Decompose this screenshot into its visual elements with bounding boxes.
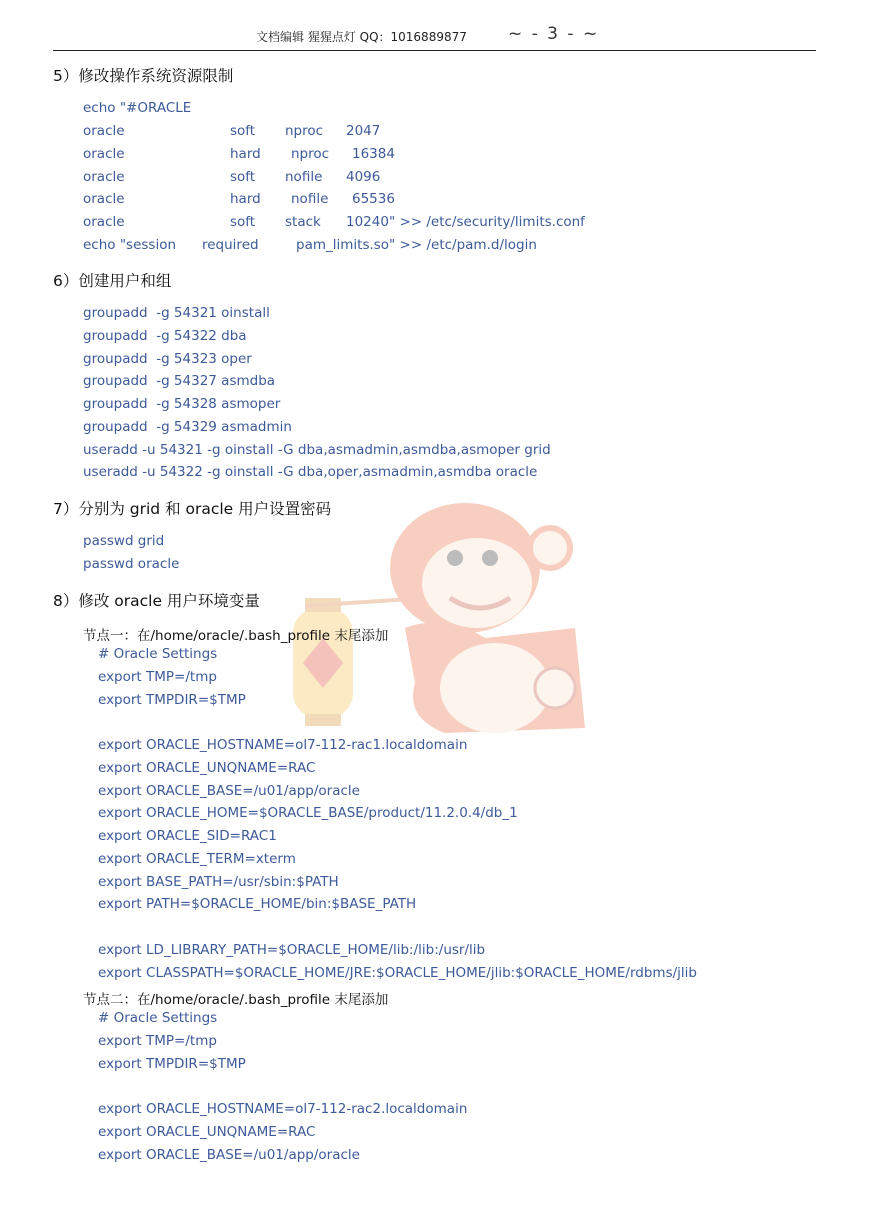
limits-type: hard [230, 145, 261, 162]
limits-value: 65536 [352, 191, 395, 208]
header-author: 文档编辑 猩猩点灯 QQ：1016889877 [256, 30, 467, 44]
pam-echo: echo "session [83, 237, 177, 253]
limits-type: soft [230, 123, 256, 139]
limits-user: oracle [83, 214, 125, 231]
env-line: export ORACLE_BASE=/u01/app/oracle [98, 782, 360, 799]
limits-user: oracle [83, 123, 125, 139]
limits-value: 10240" >> /etc/security/limits.conf [346, 214, 585, 231]
pam-login-line [83, 237, 783, 257]
env-line: export TMPDIR=$TMP [98, 691, 246, 708]
section-8-heading: 8）修改 oracle 用户环境变量 [53, 592, 260, 610]
limits-type: soft [230, 214, 256, 231]
command-line: groupadd -g 54322 dba [83, 327, 247, 344]
env-line: # Oracle Settings [98, 1010, 218, 1026]
command-line: groupadd -g 54327 asmdba [83, 373, 276, 390]
command-line: groupadd -g 54329 asmadmin [83, 418, 292, 435]
env-line: export ORACLE_HOSTNAME=ol7-112-rac1.localdomain [98, 737, 468, 753]
limits-user: oracle [83, 145, 125, 162]
env-line: # Oracle Settings [98, 646, 218, 662]
env-line: export TMPDIR=$TMP [98, 1055, 246, 1072]
limits-item: nproc [285, 123, 324, 139]
limits-type: soft [230, 168, 256, 185]
env-line: export ORACLE_HOME=$ORACLE_BASE/product/11.2.0.4/db_1 [98, 805, 518, 822]
limits-row [83, 191, 783, 211]
command-line: useradd -u 54322 -g oinstall -G dba,oper,asmadmin,asmdba oracle [83, 464, 538, 481]
page-header [53, 24, 816, 51]
command-line: groupadd -g 54323 oper [83, 350, 252, 367]
node2-title: 节点二：在/home/oracle/.bash_profile 末尾添加 [83, 992, 389, 1008]
limits-user: oracle [83, 191, 125, 208]
section-6-heading: 6）创建用户和组 [53, 272, 172, 290]
section-7-heading: 7）分别为 grid 和 oracle 用户设置密码 [53, 500, 332, 518]
limits-value: 4096 [346, 168, 381, 185]
env-line: export CLASSPATH=$ORACLE_HOME/JRE:$ORACLE_HOME/jlib:$ORACLE_HOME/rdbms/jlib [98, 964, 697, 981]
env-line: export ORACLE_BASE=/u01/app/oracle [98, 1146, 360, 1163]
command-line: useradd -u 54321 -g oinstall -G dba,asmadmin,asmdba,asmoper grid [83, 441, 551, 458]
limits-item: nofile [285, 168, 323, 185]
limits-echo-line: echo "#ORACLE [83, 100, 192, 116]
limits-item: stack [285, 214, 321, 231]
limits-item: nproc [291, 145, 330, 162]
pam-required: required [202, 237, 259, 253]
pam-module: pam_limits.so" >> /etc/pam.d/login [296, 237, 537, 253]
env-line: export LD_LIBRARY_PATH=$ORACLE_HOME/lib:/lib:/usr/lib [98, 941, 486, 958]
limits-row [83, 123, 783, 143]
command-line: groupadd -g 54321 oinstall [83, 305, 270, 321]
limits-row [83, 214, 783, 234]
limits-item: nofile [291, 191, 329, 208]
env-line: export ORACLE_TERM=xterm [98, 850, 296, 867]
limits-value: 2047 [346, 123, 381, 139]
command-line: passwd grid [83, 533, 165, 549]
env-line: export ORACLE_HOSTNAME=ol7-112-rac2.localdomain [98, 1101, 468, 1117]
limits-value: 16384 [352, 145, 395, 162]
limits-row [83, 169, 783, 189]
env-line: export BASE_PATH=/usr/sbin:$PATH [98, 873, 339, 890]
env-line: export TMP=/tmp [98, 668, 217, 685]
env-line: export ORACLE_SID=RAC1 [98, 828, 277, 844]
env-line: export PATH=$ORACLE_HOME/bin:$BASE_PATH [98, 896, 417, 913]
limits-row [83, 146, 783, 166]
command-line: passwd oracle [83, 555, 180, 572]
env-line: export TMP=/tmp [98, 1032, 217, 1049]
env-line: export ORACLE_UNQNAME=RAC [98, 1123, 316, 1140]
node1-title: 节点一：在/home/oracle/.bash_profile 末尾添加 [83, 628, 389, 644]
section-5-heading: 5）修改操作系统资源限制 [53, 67, 234, 85]
env-line: export ORACLE_UNQNAME=RAC [98, 759, 316, 776]
limits-user: oracle [83, 168, 125, 185]
page-number: ~ - 3 - ~ [508, 24, 600, 44]
limits-type: hard [230, 191, 261, 208]
monkey-lantern-watermark-icon [285, 488, 595, 738]
command-line: groupadd -g 54328 asmoper [83, 396, 281, 412]
